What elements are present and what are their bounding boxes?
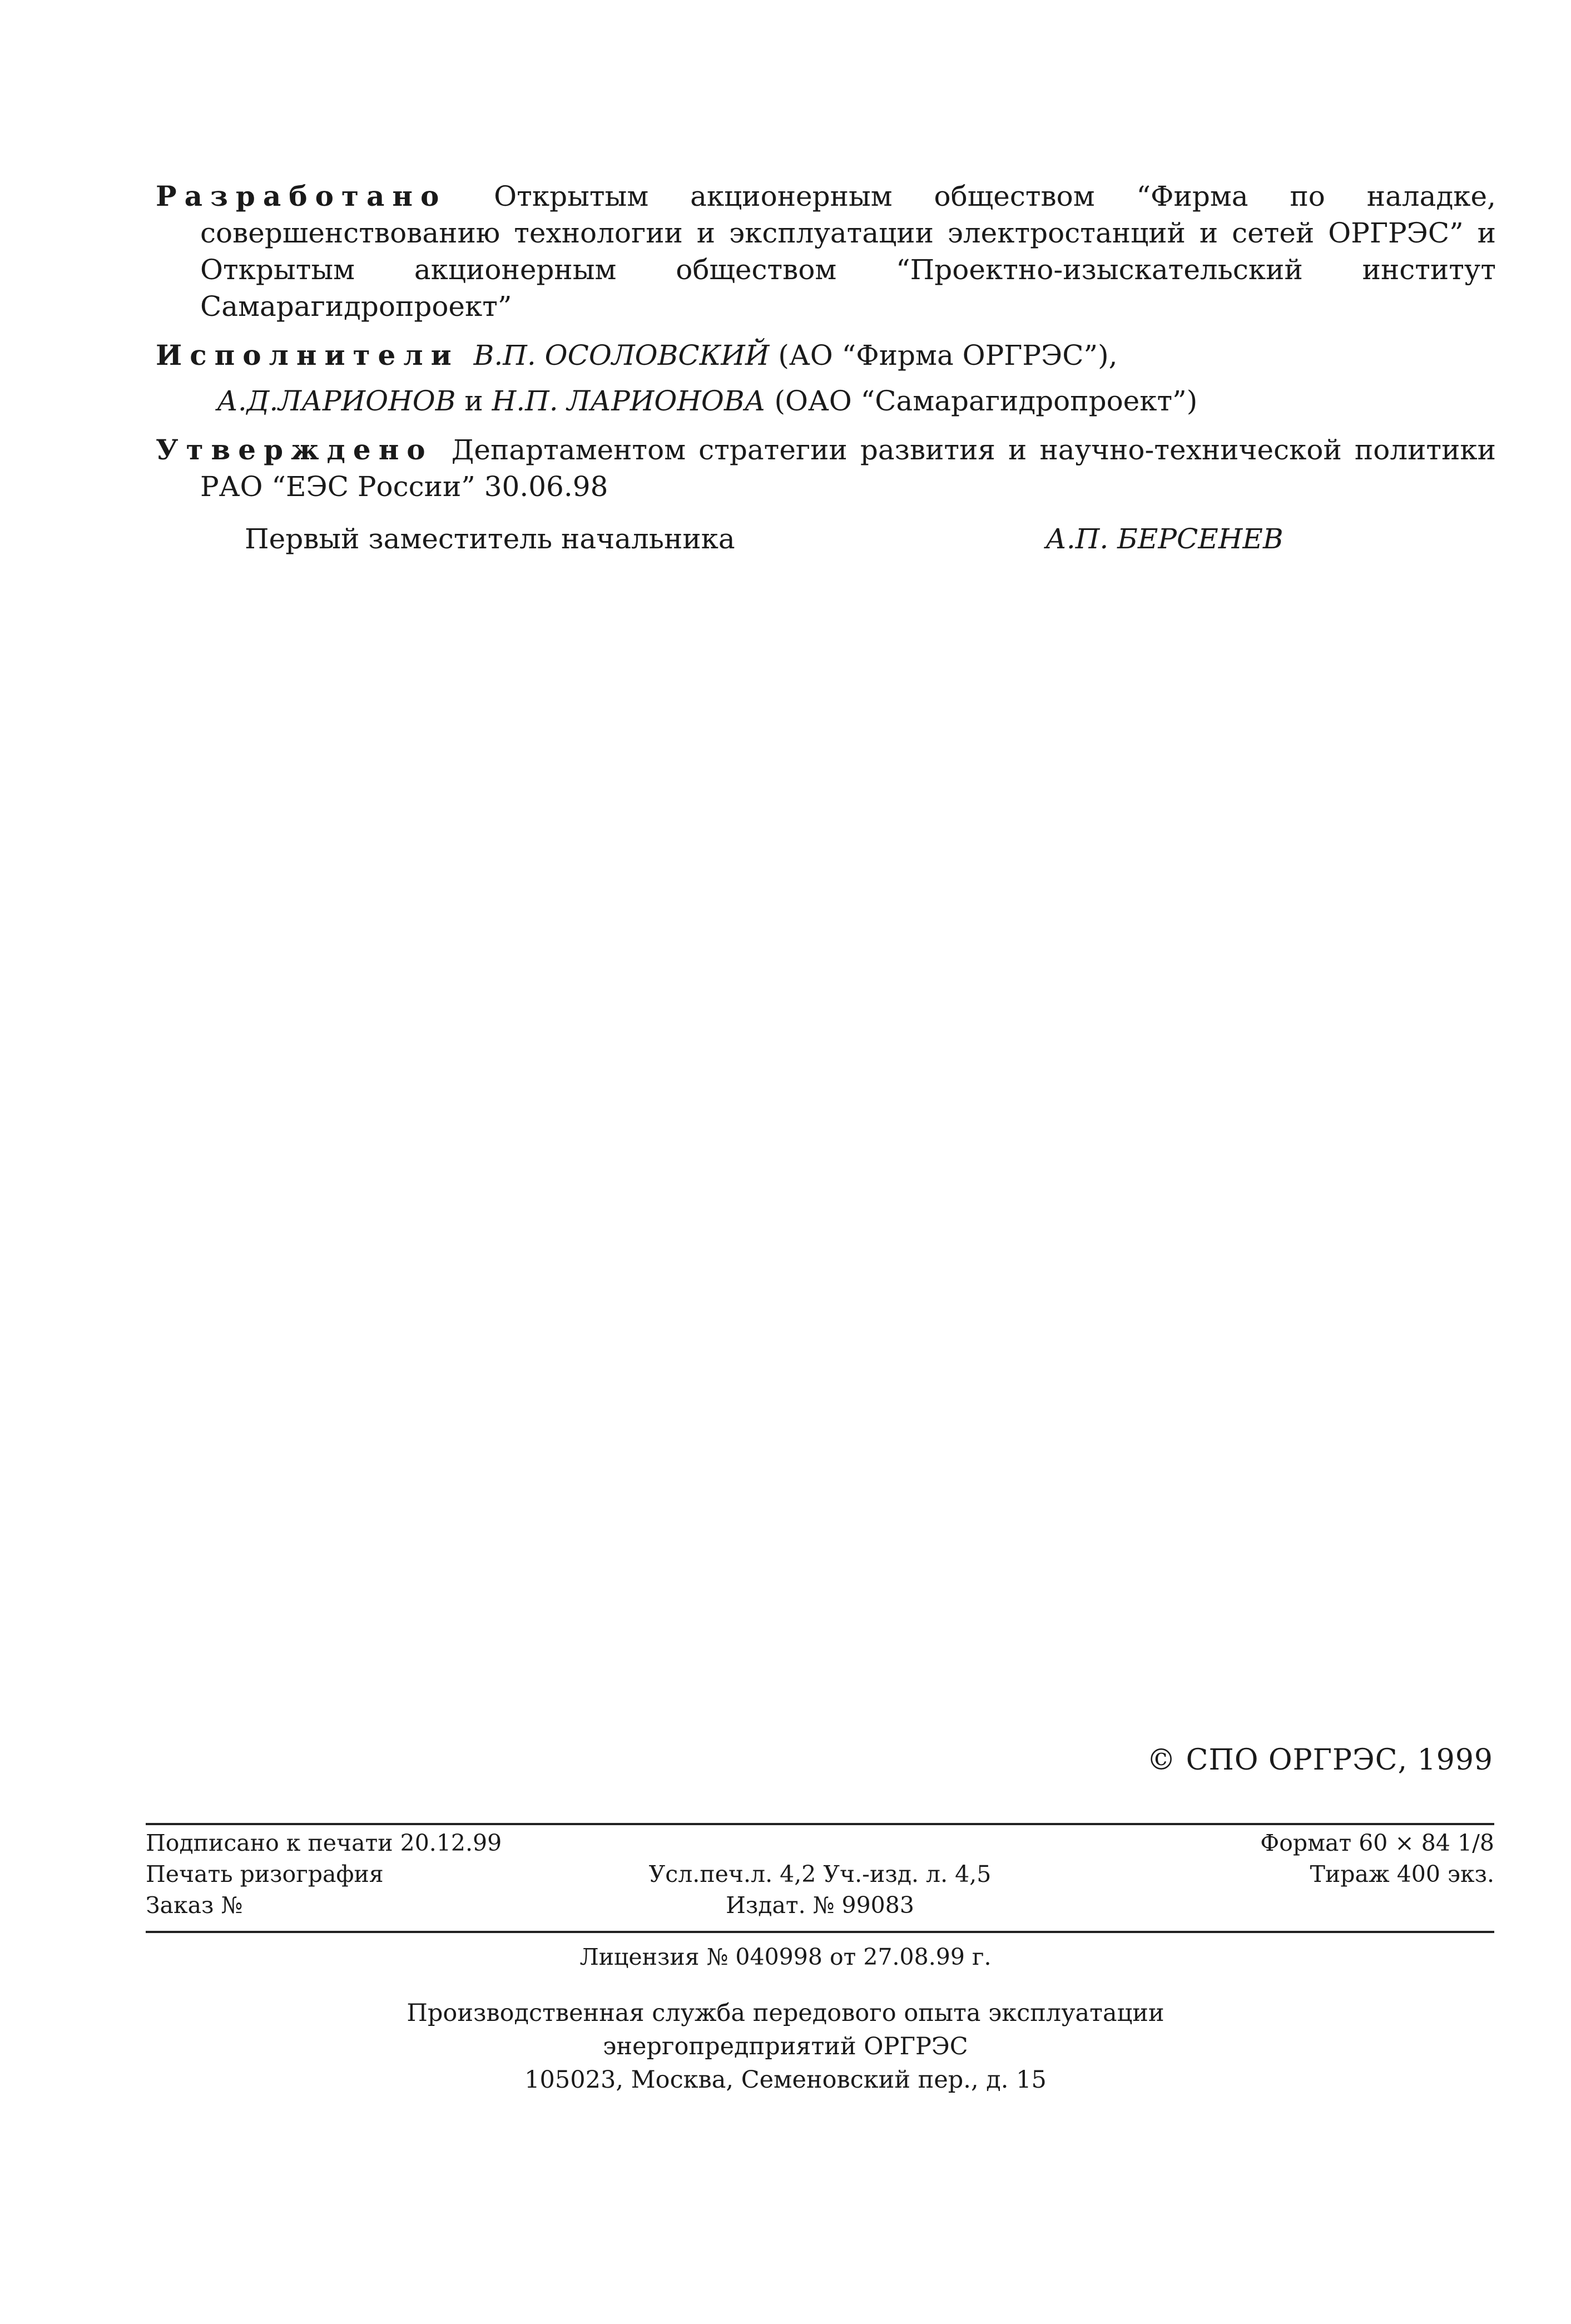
- imprint-top-rule: [146, 1823, 1494, 1825]
- signer-role: Первый заместитель начальника: [245, 523, 735, 555]
- imprint-order: Заказ №: [146, 1892, 243, 1919]
- publisher-line-2: энергопредприятий ОРГРЭС: [603, 2033, 968, 2060]
- approved-paragraph: [156, 432, 1496, 505]
- developed-label: Разработано: [156, 180, 447, 212]
- copyright-notice: © СПО ОРГРЭС, 1999: [1147, 1743, 1493, 1777]
- executors-label: Исполнители: [156, 339, 459, 371]
- signer-name: А.П. БЕРСЕНЕВ: [1045, 523, 1283, 555]
- executor-conjunction: и: [464, 385, 483, 417]
- approved-text: Департаментом стратегии развития и научно-технической политики РАО “ЕЭС России” 30.06.98: [200, 434, 1496, 503]
- executors-line-2: [156, 383, 1496, 419]
- imprint-signed: Подписано к печати 20.12.99: [146, 1830, 502, 1856]
- executor-org-2: (ОАО “Самарагидропроект”): [774, 385, 1198, 417]
- imprint-row-1: [146, 1830, 1494, 1861]
- publisher-address: 105023, Москва, Семеновский пер., д. 15: [524, 2066, 1047, 2094]
- imprint-run: Тираж 400 экз.: [1310, 1861, 1494, 1887]
- imprint-print-type: Печать ризография: [146, 1861, 384, 1887]
- imprint-block: [146, 1830, 1494, 1923]
- executor-name-1: В.П. ОСОЛОВСКИЙ: [473, 339, 770, 371]
- executor-name-2: А.Д.ЛАРИОНОВ: [217, 385, 456, 417]
- executor-name-3: Н.П. ЛАРИОНОВА: [492, 385, 766, 417]
- imprint-row-2: [146, 1861, 1494, 1892]
- executor-org-1: (АО “Фирма ОРГРЭС”),: [778, 339, 1118, 371]
- imprint-sheets: Усл.печ.л. 4,2 Уч.-изд. л. 4,5: [648, 1861, 992, 1887]
- approved-label: Утверждено: [156, 433, 433, 466]
- imprint-publication-number: Издат. № 99083: [726, 1892, 914, 1919]
- developed-paragraph: [156, 178, 1496, 325]
- imprint-bottom-rule: [146, 1931, 1494, 1933]
- credits-block: [156, 178, 1496, 505]
- executors-paragraph: [156, 337, 1496, 374]
- developed-text: Открытым акционерным обществом “Фирма по наладке, совершенствованию технологии и эксплуатации электростанций и сетей ОРГРЭС” и Открытым акционерным обществом “Проектно-изыскательский институт Самарагидропроект”: [200, 180, 1496, 323]
- imprint-row-3: [146, 1892, 1494, 1923]
- publisher-block: [0, 1996, 1571, 2097]
- imprint-format: Формат 60 × 84 1/8: [1260, 1830, 1494, 1856]
- license-line: Лицензия № 040998 от 27.08.99 г.: [579, 1944, 992, 1970]
- publisher-line-1: Производственная служба передового опыта эксплуатации: [407, 1999, 1164, 2027]
